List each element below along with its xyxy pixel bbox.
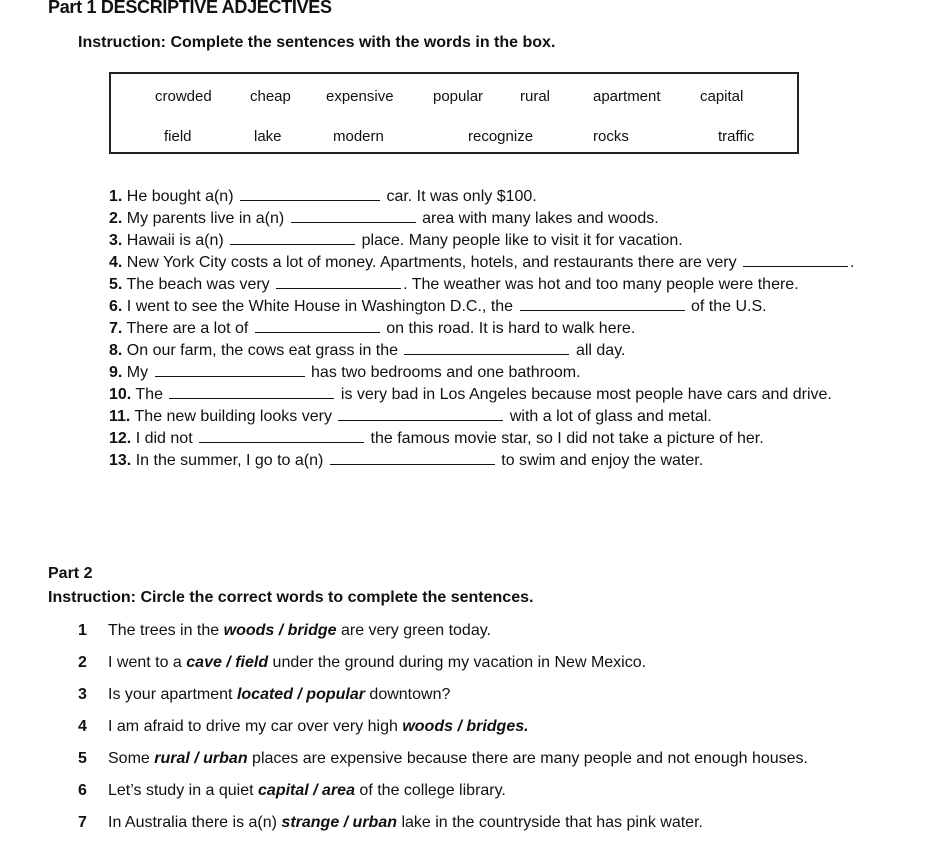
sentence-number: 6.: [109, 298, 123, 315]
choice-item: [78, 652, 838, 674]
answer-blank[interactable]: [520, 296, 685, 311]
item-text-after: downtown?: [364, 686, 451, 703]
answer-blank[interactable]: [169, 384, 334, 399]
part1-title: Part 1 DESCRIPTIVE ADJECTIVES: [48, 0, 332, 17]
word-options[interactable]: woods / bridge: [223, 622, 337, 639]
sentence-number: 2.: [109, 210, 123, 227]
item-text-before: I went to a: [108, 654, 187, 671]
word-options[interactable]: rural / urban: [154, 750, 248, 767]
word: expensive: [326, 88, 394, 105]
sentence-text-before: In the summer, I go to a(n): [135, 452, 324, 469]
choice-item: [78, 748, 838, 770]
word: modern: [333, 128, 384, 145]
sentence-number: 9.: [109, 364, 123, 381]
sentence-text-after: is very bad in Los Angeles because most people have cars and drive.: [340, 386, 832, 403]
sentence-number: 11.: [109, 408, 131, 425]
word: traffic: [718, 128, 755, 145]
word: recognize: [468, 128, 534, 145]
item-text: [108, 716, 529, 738]
word: capital: [700, 88, 744, 105]
sentence-text-before: He bought a(n): [126, 188, 234, 205]
sentence: [109, 208, 859, 230]
choice-item: [78, 812, 838, 834]
item-text-after: places are expensive because there are many people and not enough houses.: [247, 750, 808, 767]
item-text: [108, 780, 506, 802]
item-text: [108, 620, 491, 642]
sentence-number: 13.: [109, 452, 132, 469]
word-options[interactable]: capital / area: [258, 782, 355, 799]
sentence: [109, 384, 859, 406]
sentence-text-before: New York City costs a lot of money. Apartments, hotels, and restaurants there are very: [126, 254, 737, 271]
item-number: 4: [78, 718, 87, 735]
sentence: [109, 274, 859, 296]
sentence-text-after: . The weather was hot and too many people were there.: [403, 276, 799, 293]
sentence-text-before: On our farm, the cows eat grass in the: [126, 342, 399, 359]
item-text: [108, 748, 808, 770]
word-options[interactable]: strange / urban: [281, 814, 397, 831]
word: lake: [254, 128, 282, 145]
item-text-after: lake in the countryside that has pink water.: [397, 814, 703, 831]
sentence: [109, 406, 859, 428]
sentence: [109, 186, 859, 208]
sentence-number: 3.: [109, 232, 123, 249]
sentence-text-after: area with many lakes and woods.: [422, 210, 659, 227]
sentence: [109, 318, 859, 340]
sentence-number: 4.: [109, 254, 123, 271]
sentence: [109, 428, 859, 450]
item-number: 2: [78, 654, 87, 671]
answer-blank[interactable]: [230, 230, 355, 245]
sentence-text-before: The new building looks very: [134, 408, 332, 425]
answer-blank[interactable]: [155, 362, 305, 377]
part1-instruction: Instruction: Complete the sentences with the words in the box.: [78, 34, 556, 51]
answer-blank[interactable]: [743, 252, 848, 267]
sentence: [109, 450, 859, 472]
item-text-after: under the ground during my vacation in New Mexico.: [268, 654, 647, 671]
sentence-number: 10.: [109, 386, 132, 403]
sentence: [109, 340, 859, 362]
sentence-text-after: all day.: [575, 342, 626, 359]
sentence-text-before: I did not: [135, 430, 193, 447]
word-box: [109, 72, 799, 154]
word: rocks: [593, 128, 629, 145]
answer-blank[interactable]: [291, 208, 416, 223]
sentence-text-before: The beach was very: [126, 276, 270, 293]
sentence: [109, 362, 859, 384]
sentence-number: 12.: [109, 430, 132, 447]
item-text-before: The trees in the: [108, 622, 224, 639]
answer-blank[interactable]: [404, 340, 569, 355]
word: apartment: [593, 88, 661, 105]
item-number: 6: [78, 782, 87, 799]
sentence-text-after: car. It was only $100.: [386, 188, 537, 205]
sentence-number: 1.: [109, 188, 123, 205]
choice-item: [78, 620, 838, 642]
word: popular: [433, 88, 484, 105]
answer-blank[interactable]: [330, 450, 495, 465]
sentence-text-after: of the U.S.: [690, 298, 767, 315]
item-text-before: Some: [108, 750, 155, 767]
sentence-text-before: I went to see the White House in Washington D.C., the: [126, 298, 514, 315]
item-text-after: of the college library.: [354, 782, 506, 799]
word-options[interactable]: cave / field: [186, 654, 269, 671]
item-number: 5: [78, 750, 87, 767]
item-number: 1: [78, 622, 87, 639]
answer-blank[interactable]: [199, 428, 364, 443]
item-number: 3: [78, 686, 87, 703]
item-text-after: are very green today.: [336, 622, 491, 639]
item-text-before: Is your apartment: [108, 686, 237, 703]
word: crowded: [155, 88, 212, 105]
choice-item: [78, 684, 838, 706]
sentence-text-after: has two bedrooms and one bathroom.: [311, 364, 581, 381]
sentence: [109, 230, 859, 252]
part2-title: Part 2: [48, 565, 93, 582]
sentence-text-before: My: [126, 364, 149, 381]
part2-items: [78, 620, 838, 844]
sentence-text-before: The: [135, 386, 163, 403]
choice-item: [78, 716, 838, 738]
sentence-number: 7.: [109, 320, 123, 337]
sentence-text-after: the famous movie star, so I did not take a picture of her.: [370, 430, 764, 447]
word-options[interactable]: woods / bridges.: [402, 718, 529, 735]
item-text-before: In Australia there is a(n): [108, 814, 282, 831]
answer-blank[interactable]: [240, 186, 380, 201]
item-text-before: Let’s study in a quiet: [108, 782, 259, 799]
sentence-text-before: There are a lot of: [126, 320, 249, 337]
sentence-text-after: to swim and enjoy the water.: [501, 452, 704, 469]
sentence: [109, 252, 859, 274]
item-text-before: I am afraid to drive my car over very high: [108, 718, 403, 735]
sentence-number: 8.: [109, 342, 123, 359]
item-number: 7: [78, 814, 87, 831]
sentence: [109, 296, 859, 318]
answer-blank[interactable]: [338, 406, 503, 421]
sentence-text-after: on this road. It is hard to walk here.: [386, 320, 636, 337]
sentence-text-before: Hawaii is a(n): [126, 232, 224, 249]
item-text: [108, 812, 703, 834]
sentence-text-before: My parents live in a(n): [126, 210, 285, 227]
part1-sentences: [109, 186, 859, 472]
word: cheap: [250, 88, 291, 105]
item-text: [108, 684, 450, 706]
part2-instruction: Instruction: Circle the correct words to complete the sentences.: [48, 589, 534, 606]
answer-blank[interactable]: [255, 318, 380, 333]
word: rural: [520, 88, 551, 105]
item-text: [108, 652, 646, 674]
sentence-number: 5.: [109, 276, 123, 293]
sentence-text-after: place. Many people like to visit it for vacation.: [361, 232, 683, 249]
sentence-text-after: with a lot of glass and metal.: [509, 408, 712, 425]
word-options[interactable]: located / popular: [236, 686, 365, 703]
choice-item: [78, 780, 838, 802]
sentence-text-after: .: [850, 254, 855, 271]
word: field: [164, 128, 192, 145]
answer-blank[interactable]: [276, 274, 401, 289]
